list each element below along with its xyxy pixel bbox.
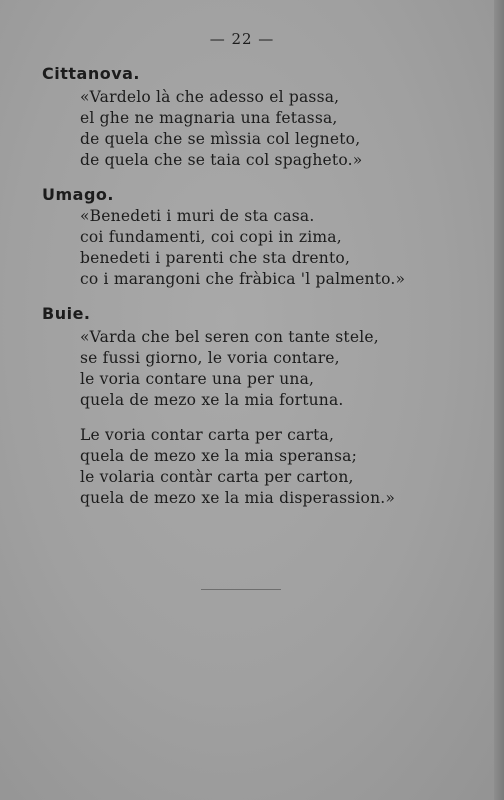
stanza-cittanova [80,87,362,171]
page-edge-shadow [494,0,504,800]
verse-line: le volaria contàr carta per carton, [80,468,354,486]
verse-line: de quela che se mìssia col legneto, [80,130,361,148]
verse-line: «Vardelo là che adesso el passa, [80,88,340,106]
section-heading-cittanova: Cittanova. [42,64,141,83]
section-heading-umago: Umago. [42,185,114,204]
verse-line: le voria contare una per una, [80,370,315,388]
page-number: — 22 — [209,30,275,48]
verse-line: «Varda che bel seren con tante stele, [80,328,379,346]
stanza-buie-2 [80,425,395,509]
verse-line: benedeti i parenti che sta drento, [80,249,351,267]
divider-rule [201,589,281,590]
verse-line: de quela che se taia col spagheto.» [80,151,363,169]
verse-line: coi fundamenti, coi copi in zima, [80,228,342,246]
section-heading-buie: Buie. [42,304,91,323]
verse-line: co i marangoni che fràbica 'l palmento.» [80,270,406,288]
verse-line: quela de mezo xe la mia fortuna. [80,391,344,409]
verse-line: «Benedeti i muri de sta casa. [80,207,315,225]
verse-line: se fussi giorno, le voria contare, [80,349,340,367]
verse-line: quela de mezo xe la mia disperassion.» [80,489,396,507]
verse-line: Le voria contar carta per carta, [80,426,335,444]
stanza-umago [80,206,405,290]
verse-line: quela de mezo xe la mia speransa; [80,447,358,465]
stanza-buie-1 [80,327,379,411]
verse-line: el ghe ne magnaria una fetassa, [80,109,338,127]
